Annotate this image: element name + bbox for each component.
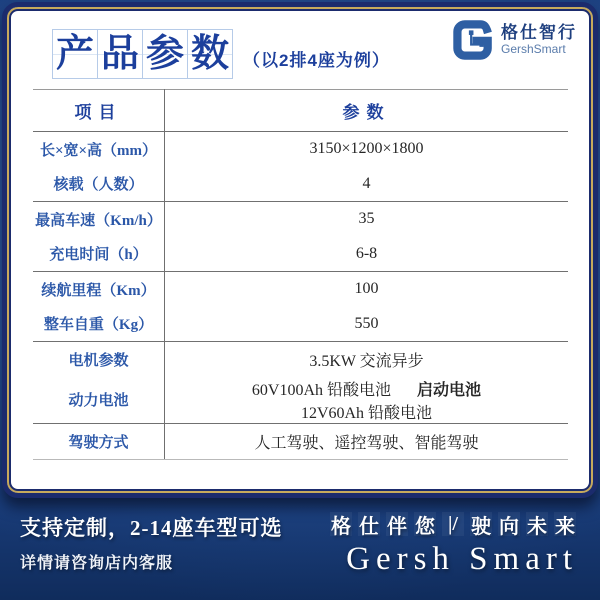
spec-label: 核载（人数） bbox=[33, 167, 165, 202]
title-char: 数 bbox=[190, 33, 229, 75]
spec-value: 人工驾驶、遥控驾驶、智能驾驶 bbox=[165, 423, 569, 459]
title-row bbox=[53, 29, 390, 79]
slogan-divider: |/ bbox=[442, 512, 464, 536]
title-char-box bbox=[52, 29, 98, 79]
spec-value: 3150×1200×1800 bbox=[309, 140, 424, 158]
table-row bbox=[33, 307, 568, 342]
table-row bbox=[33, 423, 568, 459]
slogan-char: 驶 bbox=[470, 512, 492, 536]
spec-value: 6-8 bbox=[165, 237, 569, 272]
slogan-char: 伴 bbox=[386, 512, 408, 536]
title-char: 品 bbox=[100, 33, 139, 75]
table-row bbox=[33, 342, 568, 377]
title-char-box bbox=[97, 29, 143, 79]
page-subtitle: （以2排4座为例） bbox=[243, 51, 390, 70]
header-row bbox=[33, 90, 568, 132]
spec-value-part: 启动电池 bbox=[417, 381, 482, 399]
spec-label: 最高车速（Km/h） bbox=[33, 202, 165, 237]
spec-value: 550 bbox=[165, 307, 569, 342]
spec-label: 动力电池 bbox=[33, 377, 165, 424]
title-char-box bbox=[187, 29, 233, 79]
slogan-char: 未 bbox=[526, 512, 548, 536]
slogan-char: 来 bbox=[554, 512, 576, 536]
spec-value: 100 bbox=[354, 280, 379, 298]
slogan-char: 向 bbox=[498, 512, 520, 536]
brand-name-en: GershSmart bbox=[501, 41, 566, 56]
brand-slogan bbox=[324, 512, 576, 536]
spec-value-part: 12V60Ah 铅酸电池 bbox=[300, 404, 433, 422]
spec-label: 驾驶方式 bbox=[33, 423, 165, 459]
slogan-char: 仕 bbox=[358, 512, 380, 536]
spec-card bbox=[2, 2, 598, 498]
promo-line-1: 支持定制，2-14座车型可选 bbox=[20, 516, 283, 540]
table-row bbox=[33, 237, 568, 272]
spec-table-header bbox=[33, 90, 568, 132]
brand-name-cn: 格仕智行 bbox=[501, 23, 577, 43]
spec-value-part: 60V100Ah 铅酸电池 bbox=[251, 381, 392, 399]
promo-line-2: 详情请咨询店内客服 bbox=[20, 555, 174, 572]
gersh-g-logo-icon bbox=[451, 17, 495, 63]
spec-label: 电机参数 bbox=[33, 342, 165, 377]
spec-table bbox=[33, 89, 568, 460]
spec-label: 整车自重（Kg） bbox=[33, 307, 165, 342]
spec-value: 3.5KW 交流异步 bbox=[309, 352, 424, 370]
table-row bbox=[33, 272, 568, 307]
column-header-parameter: 参数 bbox=[165, 90, 569, 132]
spec-label: 续航里程（Km） bbox=[33, 272, 165, 307]
spec-value: 4 bbox=[165, 167, 569, 202]
spec-value: 35 bbox=[358, 210, 375, 228]
spec-label: 长×宽×高（mm） bbox=[33, 132, 165, 167]
slogan-char: 您 bbox=[414, 512, 436, 536]
title-char: 产 bbox=[55, 33, 94, 75]
table-row bbox=[33, 377, 568, 424]
brand-logo-text bbox=[501, 23, 577, 56]
spec-label: 充电时间（h） bbox=[33, 237, 165, 272]
title-char: 参 bbox=[145, 33, 184, 75]
table-row bbox=[33, 167, 568, 202]
column-header-item: 项目 bbox=[33, 90, 165, 132]
table-row bbox=[33, 202, 568, 237]
page-title bbox=[53, 29, 233, 79]
title-char-box bbox=[142, 29, 188, 79]
spec-table-body bbox=[33, 132, 568, 460]
slogan-char: 格 bbox=[330, 512, 352, 536]
spec-value bbox=[165, 377, 569, 424]
brand-wordmark-en: Gersh Smart bbox=[346, 541, 578, 577]
brand-logo bbox=[451, 17, 577, 63]
table-row bbox=[33, 132, 568, 167]
